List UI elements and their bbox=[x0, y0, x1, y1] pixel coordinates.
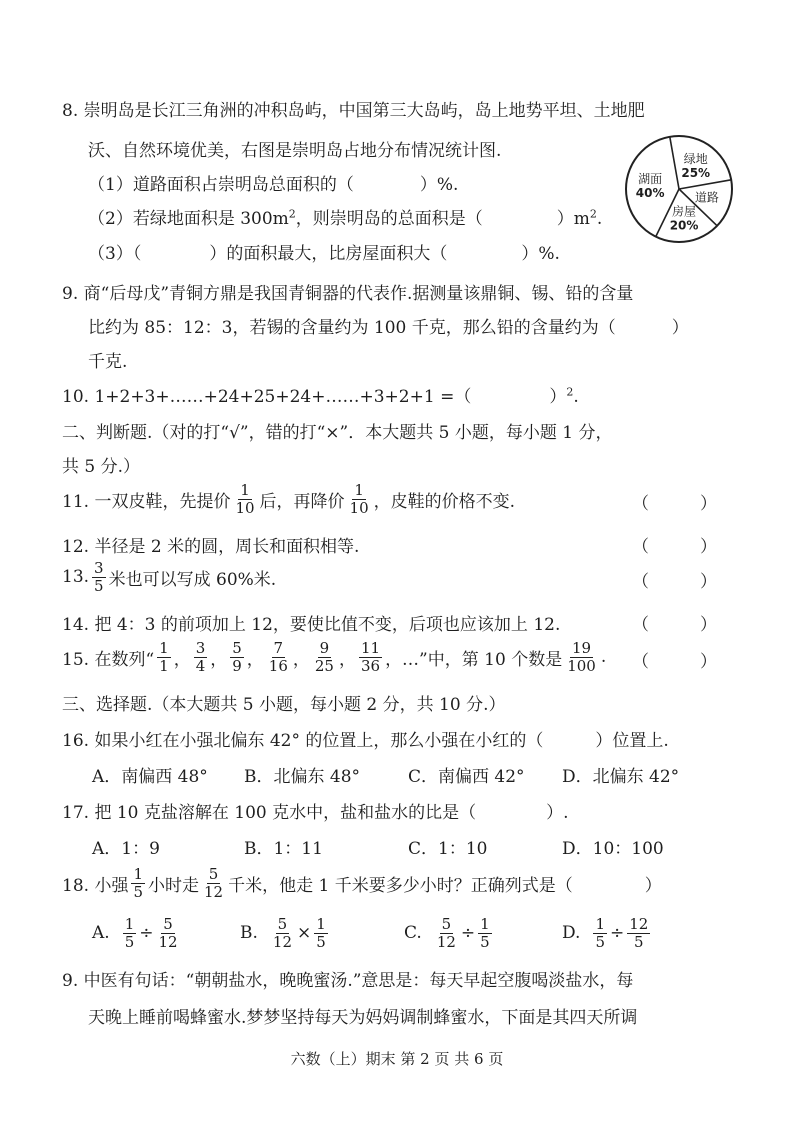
q15-f4-den: 25 bbox=[314, 656, 334, 675]
q18-frac1 bbox=[131, 866, 145, 901]
q15-d: 100 bbox=[567, 656, 596, 675]
q15-n: 19 bbox=[571, 638, 592, 657]
q18-a-n2: 5 bbox=[163, 914, 173, 933]
q18-n2: 5 bbox=[208, 864, 219, 883]
q18-a: 18. 小强 bbox=[62, 875, 129, 896]
q15-frac-2 bbox=[230, 640, 244, 675]
pie-percent-0: 40% bbox=[635, 185, 665, 200]
q18-c: 千米，他走 1 千米要多少小时？正确列式是（ bbox=[228, 875, 573, 896]
q18-a-label: A. bbox=[92, 923, 110, 943]
q18-a-d1: 5 bbox=[124, 932, 135, 951]
q8-sub3-b: ）的面积最大，比房屋面积大（ bbox=[209, 244, 448, 264]
page-footer: 六数（上）期末 第 2 页 共 6 页 bbox=[290, 1050, 504, 1068]
q15-frac-1 bbox=[194, 640, 208, 675]
pie-label-0: 湖面 bbox=[638, 171, 663, 186]
pie-label-2: 道路 bbox=[694, 190, 719, 205]
q11-c: ，皮鞋的价格不变. bbox=[373, 491, 516, 512]
q16-end: ）位置上. bbox=[595, 731, 669, 751]
q12-answer[interactable]: （ ） bbox=[632, 537, 717, 557]
q17-end: ）. bbox=[546, 803, 569, 823]
q16-option-b[interactable]: B．北偏东 48° bbox=[244, 767, 361, 787]
q15-c: . bbox=[600, 647, 607, 667]
q9-line1: 9. 商“后母戊”青铜方鼎是我国青铜器的代表作.据测量该鼎铜、锡、铅的含量 bbox=[62, 284, 634, 304]
q18-d-d1: 5 bbox=[595, 932, 605, 951]
q13-d: 5 bbox=[94, 576, 104, 595]
q18-d-n2: 12 bbox=[629, 914, 649, 933]
q11 bbox=[62, 478, 515, 520]
q8-line1: 8. 崇明岛是长江三角洲的冲积岛屿，中国第三大岛屿，岛上地势平坦、土地肥 bbox=[62, 101, 645, 121]
q14-answer[interactable]: （ ） bbox=[632, 615, 717, 635]
q18-c-label: C. bbox=[404, 923, 422, 943]
q18-b-frac2 bbox=[314, 916, 328, 951]
q9-line2-text: 比约为 85：12：3，若锡的含量约为 100 千克，那么铅的含量约为（ bbox=[88, 318, 616, 338]
q9-line3: 千克. bbox=[88, 352, 128, 372]
q8-line2: 沃、自然环境优美，右图是崇明岛占地分布情况统计图. bbox=[88, 141, 502, 161]
q11-frac1 bbox=[233, 482, 256, 517]
q18-c-n1: 5 bbox=[441, 914, 452, 933]
q18-d-frac2 bbox=[627, 916, 650, 951]
q18-b-label: B. bbox=[240, 923, 258, 943]
q18-end: ） bbox=[644, 875, 662, 896]
q18-b-d1: 12 bbox=[272, 932, 292, 951]
q18-c-n2: 1 bbox=[480, 914, 490, 933]
q13 bbox=[62, 556, 276, 598]
q18-b-n2: 1 bbox=[316, 914, 326, 933]
q8-sub3-a: （3）（ bbox=[88, 244, 142, 264]
q15-f0-num: 1 bbox=[159, 638, 169, 657]
section2-heading: 二、判断题.（对的打“√”，错的打“×”．本大题共 5 小题，每小题 1 分， bbox=[62, 423, 613, 443]
q15-frac-3 bbox=[267, 640, 290, 675]
q15-f3-den: 16 bbox=[268, 656, 288, 675]
q18-b-op: × bbox=[297, 923, 312, 943]
q17-option-c[interactable]: C．1：10 bbox=[408, 839, 488, 859]
q18-option-b[interactable] bbox=[240, 910, 331, 956]
q15-f2-den: 9 bbox=[232, 656, 242, 675]
q11-d1: 10 bbox=[235, 498, 255, 517]
q13-a: 13. bbox=[62, 567, 90, 587]
q18-c-frac1 bbox=[435, 916, 458, 951]
q18-frac2 bbox=[202, 866, 225, 901]
q15-sep-2: ， bbox=[246, 649, 264, 670]
q8-sub1-end: ）%. bbox=[419, 175, 459, 195]
q8-sub2-end-sup: 2 bbox=[589, 207, 597, 221]
q12: 12. 半径是 2 米的圆，周长和面积相等. bbox=[62, 537, 360, 557]
q15-f2-num: 5 bbox=[232, 638, 242, 657]
q18-b-frac1 bbox=[271, 916, 294, 951]
q11-frac2 bbox=[348, 482, 371, 517]
pie-percent-3: 20% bbox=[669, 218, 699, 233]
q18-option-d[interactable] bbox=[562, 910, 653, 956]
q18-c-d1: 12 bbox=[436, 932, 456, 951]
q18-b-d2: 5 bbox=[316, 932, 326, 951]
q15-sep-0: ， bbox=[173, 649, 191, 670]
q18-d-n1: 1 bbox=[595, 914, 605, 933]
q18-a-frac1 bbox=[123, 916, 137, 951]
q15-f0-den: 1 bbox=[159, 656, 169, 675]
q8-sub2-text: （2）若绿地面积是 300m bbox=[88, 209, 289, 229]
q11-d2: 10 bbox=[349, 498, 369, 517]
q15-a: 15. 在数列“ bbox=[62, 649, 155, 670]
q8-sub3-c: ）%. bbox=[521, 244, 560, 264]
q17-option-d[interactable]: D．10：100 bbox=[562, 839, 664, 859]
q18-d-label: D. bbox=[562, 923, 581, 943]
q17-text: 17. 把 10 克盐溶解在 100 克水中，盐和盐水的比是（ bbox=[62, 803, 477, 823]
q18-c-op: ÷ bbox=[460, 923, 476, 943]
q18-c-d2: 5 bbox=[480, 932, 490, 951]
q8-sub1-text: （1）道路面积占崇明岛总面积的（ bbox=[88, 175, 354, 195]
q11-answer[interactable]: （ ） bbox=[632, 494, 717, 514]
section3-heading: 三、选择题.（本大题共 5 小题，每小题 2 分，共 10 分.） bbox=[62, 695, 506, 715]
q19-line2: 天晚上睡前喝蜂蜜水.梦梦坚持每天为妈妈调制蜂蜜水，下面是其四天所调 bbox=[88, 1008, 638, 1028]
q10-text: 10. 1+2+3+……+24+25+24+……+3+2+1 =（ bbox=[62, 387, 472, 407]
q14: 14. 把 4：3 的前项加上 12，要使比值不变，后项也应该加上 12. bbox=[62, 615, 561, 635]
q18-d1: 5 bbox=[133, 882, 143, 901]
q10 bbox=[62, 382, 579, 407]
q18-a-op: ÷ bbox=[139, 923, 154, 943]
q16-text: 16. 如果小红在小强北偏东 42° 的位置上，那么小强在小红的（ bbox=[62, 731, 544, 751]
q9-line2 bbox=[88, 313, 689, 338]
q15-frac-5 bbox=[359, 640, 382, 675]
q18-n1: 1 bbox=[133, 864, 143, 883]
q8-sub2-mid: ，则崇明岛的总面积是（ bbox=[295, 209, 483, 229]
q18-d-d2: 5 bbox=[634, 932, 644, 951]
q18-d2: 12 bbox=[204, 882, 224, 901]
q8-sub2-sup: 2 bbox=[288, 207, 296, 221]
pie-label-3: 房屋 bbox=[672, 204, 697, 219]
q15-f5-den: 36 bbox=[360, 656, 381, 675]
q16-option-d[interactable]: D．北偏东 42° bbox=[562, 767, 680, 787]
q18-a-d2: 12 bbox=[158, 932, 178, 951]
q17 bbox=[62, 798, 569, 823]
q15-answer-frac bbox=[565, 640, 598, 675]
q18-b: 小时走 bbox=[148, 875, 199, 896]
q19-line1: 9. 中医有句话：“朝朝盐水，晚晚蜜汤.”意思是：每天早起空腹喝淡盐水，每 bbox=[62, 971, 634, 991]
q10-sup: 2 bbox=[566, 385, 574, 399]
q10-end: ） bbox=[549, 387, 567, 407]
q15-frac-0 bbox=[157, 640, 171, 675]
q15-sep-1: ， bbox=[210, 649, 228, 670]
q16-option-c[interactable]: C．南偏西 42° bbox=[408, 767, 525, 787]
q8-sub3 bbox=[88, 239, 560, 264]
q15-f1-num: 3 bbox=[195, 638, 206, 657]
q15 bbox=[62, 636, 606, 678]
q18-b-n1: 5 bbox=[277, 914, 288, 933]
pie-label-1: 绿地 bbox=[683, 152, 708, 167]
q18-d-frac1 bbox=[593, 916, 607, 951]
q17-option-a[interactable]: A．1：9 bbox=[92, 839, 160, 859]
q11-a: 11. 一双皮鞋，先提价 bbox=[62, 491, 231, 512]
q11-b: 后，再降价 bbox=[259, 491, 345, 512]
q9-line2-end: ） bbox=[671, 318, 689, 338]
q10-dot: . bbox=[573, 387, 579, 407]
q18-option-a[interactable] bbox=[92, 910, 183, 956]
q15-f4-num: 9 bbox=[319, 638, 330, 657]
q17-option-b[interactable]: B．1：11 bbox=[244, 839, 323, 859]
q15-answer[interactable]: （ ） bbox=[632, 652, 717, 672]
q16-option-a[interactable]: A．南偏西 48° bbox=[92, 767, 208, 787]
q8-sub2-dot: . bbox=[596, 209, 603, 229]
q15-f1-den: 4 bbox=[195, 656, 206, 675]
q15-f3-num: 7 bbox=[273, 638, 284, 657]
q13-frac bbox=[92, 560, 106, 595]
q18-option-c[interactable] bbox=[404, 910, 495, 956]
land-use-pie-chart bbox=[623, 133, 735, 245]
q18-a-n1: 1 bbox=[124, 914, 135, 933]
section2-heading-cont: 共 5 分.） bbox=[62, 457, 141, 477]
q11-n1: 1 bbox=[240, 480, 250, 499]
q18-c-frac2 bbox=[478, 916, 492, 951]
q15-frac-4 bbox=[313, 640, 336, 675]
pie-percent-1: 25% bbox=[681, 166, 711, 181]
q16 bbox=[62, 726, 669, 751]
q8-sub2-end: ）m bbox=[556, 209, 590, 229]
q13-answer[interactable]: （ ） bbox=[632, 572, 717, 592]
q11-n2: 1 bbox=[354, 480, 364, 499]
q13-n: 3 bbox=[94, 558, 104, 577]
q15-sep-3: ， bbox=[292, 649, 310, 670]
q15-sep-4: ， bbox=[338, 649, 356, 670]
q8-sub1 bbox=[88, 170, 458, 195]
q13-b: 米也可以写成 60%米. bbox=[108, 569, 277, 590]
q18-d-op: ÷ bbox=[609, 923, 625, 943]
q8-sub2 bbox=[88, 204, 602, 229]
q15-b: ，…”中，第 10 个数是 bbox=[385, 649, 563, 670]
q18 bbox=[62, 862, 662, 904]
q18-a-frac2 bbox=[156, 916, 179, 951]
q15-f5-num: 11 bbox=[360, 638, 381, 657]
